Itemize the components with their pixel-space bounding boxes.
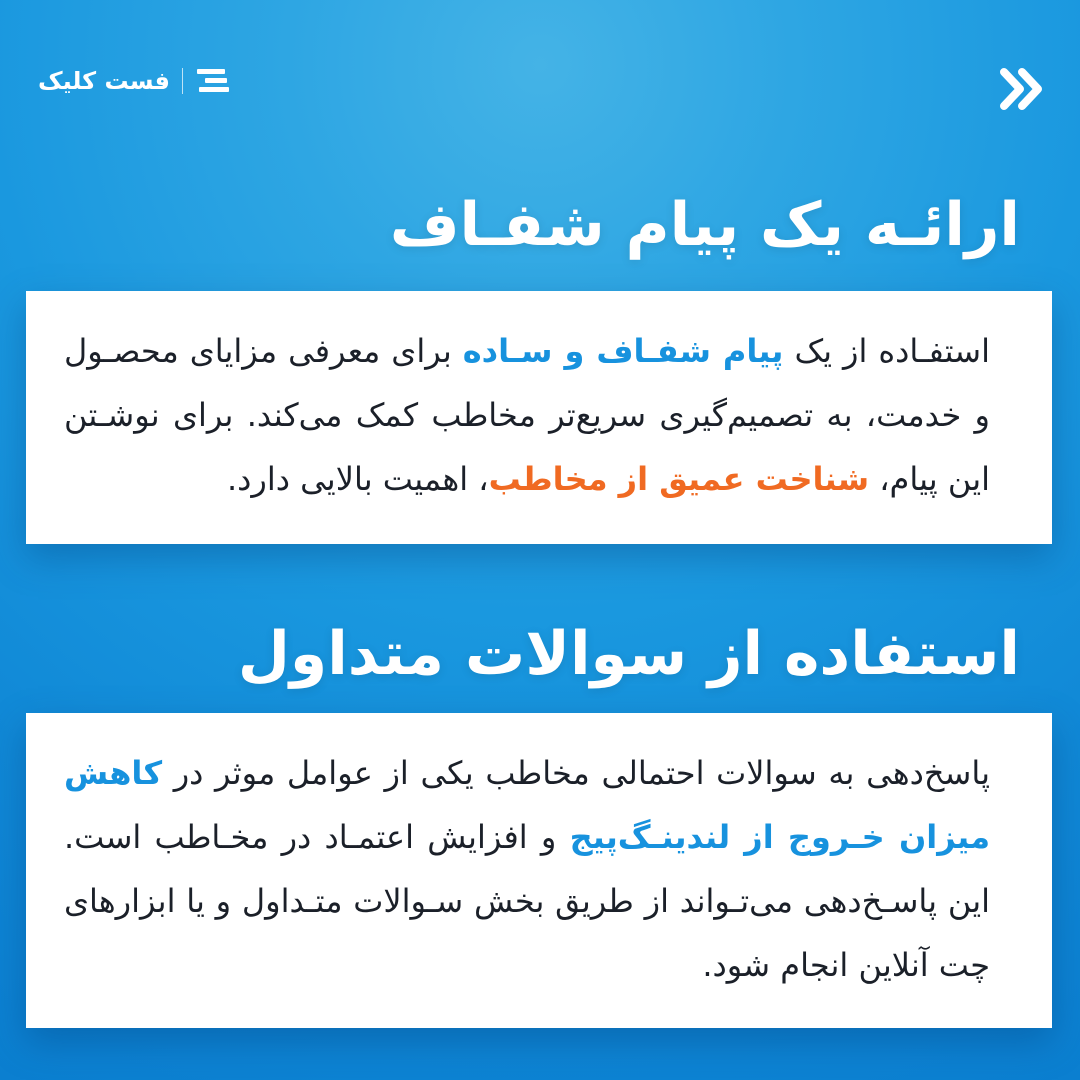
- body-text: پاسخ‌دهی به سوالات احتمالی مخاطب یکی از عوامل موثر در: [162, 754, 990, 792]
- section-body: [64, 741, 990, 997]
- body-text: ، اهمیت بالایی دارد.: [226, 460, 489, 498]
- brand-divider: [182, 68, 183, 94]
- body-text: برای معرفی مزایای محصـول و خدمت، به تصمیم‌گیری سریع‌تر مخاطب کمک می‌کند. برای نوشـتن این پیام،: [64, 332, 990, 498]
- body-text: استفـاده از یک: [783, 332, 991, 370]
- body-text: و افزایش اعتمـاد در مخـاطب است. این پاسـخ‌دهی می‌تـواند از طریق بخش سـوالات متـداول و یا ابزارهای چت آنلاین انجام شود.: [64, 818, 990, 984]
- highlight-deep-audience-knowledge: شناخت عمیق از مخاطب: [488, 460, 870, 498]
- brand-logo: [38, 66, 231, 96]
- section-body: [64, 319, 990, 511]
- content-card-transparent-message: [26, 291, 1052, 544]
- highlight-reduce-bounce-rate: کاهش میزان خـروج از لندینـگ‌پیج: [64, 754, 991, 856]
- section-title-transparent-message: ارائـه یک پیام شفـاف: [389, 190, 1020, 260]
- brand-name: فست کلیک: [38, 67, 171, 95]
- brand-mark-icon: [195, 66, 231, 96]
- section-title-faq: استفاده از سوالات متداول: [237, 619, 1020, 689]
- content-card-faq: [26, 713, 1052, 1028]
- highlight-clear-simple-message: پیام شفـاف و سـاده: [462, 332, 784, 370]
- double-chevron-right-icon[interactable]: [998, 66, 1048, 112]
